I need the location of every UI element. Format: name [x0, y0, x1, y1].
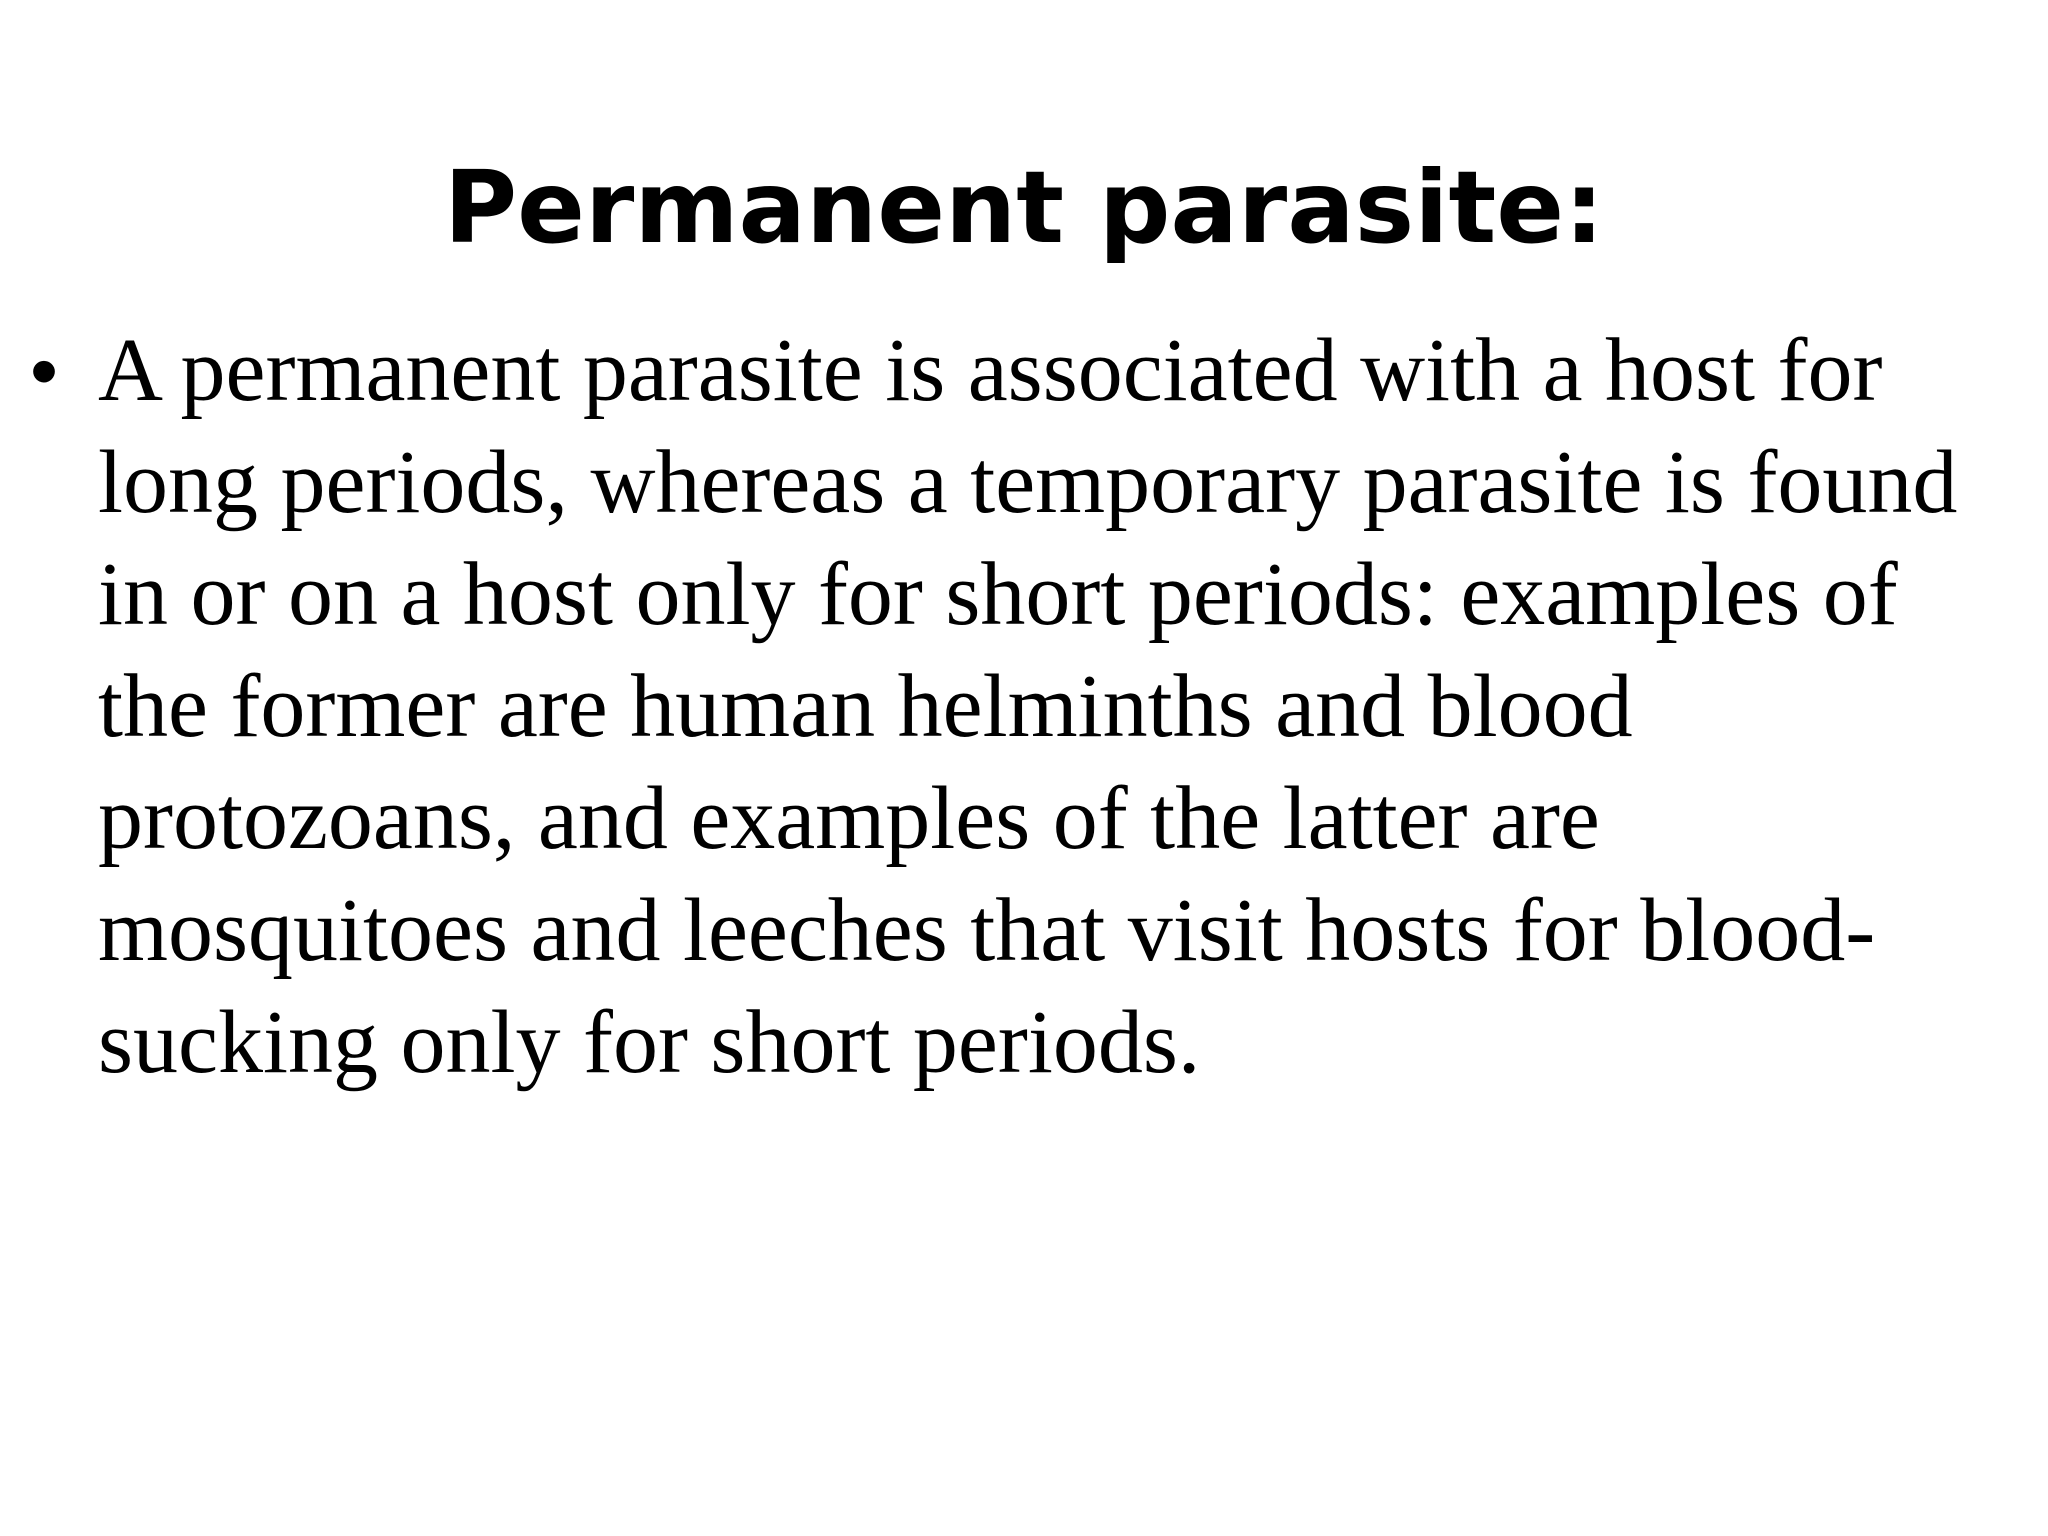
bullet-list: [28, 315, 2018, 1099]
bullet-marker: •: [30, 326, 59, 415]
slide-title: Permanent parasite:: [443, 149, 1605, 266]
bullet-item: [28, 315, 2018, 1099]
bullet-text: A permanent parasite is associated with a host for long periods, whereas a temporary parasite is found in or on a host only for short periods: examples of the former are human helminths and blood protozoans, and examples of the latter are mosquitoes and leeches that visit hosts for blood-sucking only for short periods.: [98, 321, 1958, 1092]
